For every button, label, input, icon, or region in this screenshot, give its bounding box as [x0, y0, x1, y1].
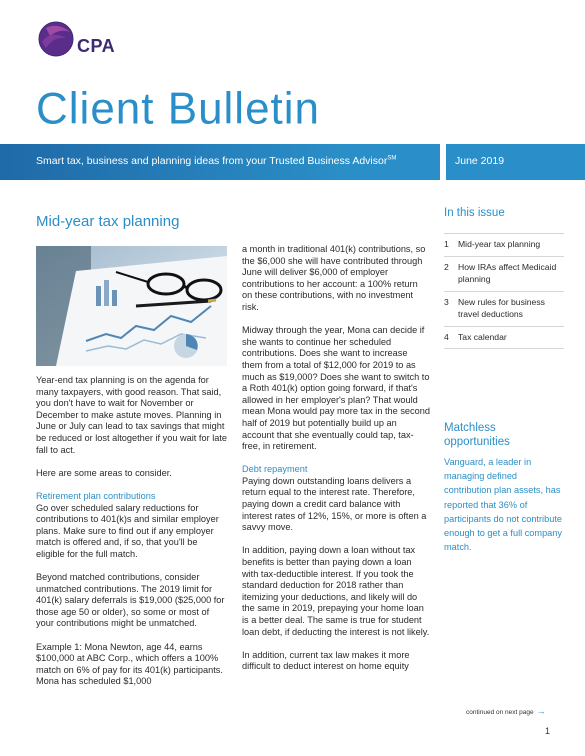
- paragraph: Paying down outstanding loans delivers a return equal to the interest rate. Therefore, paying down a credit card balance with interest rates of 12%, 15%, or more is often a savvy move.: [242, 475, 427, 533]
- feature-heading: Matchless opportunities: [444, 422, 510, 448]
- toc-item[interactable]: [444, 327, 564, 350]
- banner-divider: [440, 144, 446, 180]
- toc-item[interactable]: [444, 257, 564, 292]
- toc-item[interactable]: [444, 234, 564, 257]
- article-photo: [36, 246, 227, 366]
- continued-text: continued on next page: [466, 709, 534, 716]
- toc-number: 2: [444, 261, 449, 272]
- article-column-1: [36, 375, 228, 700]
- tagline-text: Smart tax, business and planning ideas from your Trusted Business Advisor: [36, 155, 388, 167]
- article-column-2: [242, 244, 430, 685]
- logo-text: CPA: [77, 36, 116, 56]
- sidebar-in-this-issue: [444, 207, 564, 349]
- paragraph: Beyond matched contributions, consider unmatched contributions. The 2019 limit for 401(k) salary deferrals is $19,000 ($25,000 for those age 50 or older), so some or most of your contributions might be unmatched.: [36, 572, 225, 629]
- toc-number: 4: [444, 331, 449, 342]
- toc-label: New rules for business travel deductions: [458, 296, 545, 319]
- page-number: 1: [545, 726, 551, 736]
- cpa-logo-mark-icon: [36, 18, 76, 58]
- financial-documents-with-glasses-photo: [36, 246, 227, 366]
- banner-tagline: [36, 155, 396, 167]
- article-title: Mid-year tax planning: [36, 213, 180, 230]
- masthead-title: Client Bulletin: [36, 83, 321, 134]
- table-of-contents: [444, 233, 564, 349]
- subheading-debt: Debt repayment: [242, 464, 308, 475]
- toc-number: 1: [444, 239, 449, 249]
- sidebar-heading: In this issue: [444, 207, 505, 219]
- toc-label: Tax calendar: [458, 331, 507, 342]
- paragraph: In addition, paying down a loan without tax benefits is better than paying down a loan with tax-deductible interest. If you took the standard deduction for 2018 rather than itemizing your deductions, and likely will do the same in 2019, prepaying your home loan is a better deal. The same is true for student loan debt, if deducting the interest is not likely.: [242, 545, 430, 637]
- toc-label: How IRAs affect Medicaid planning: [458, 261, 557, 284]
- toc-item[interactable]: [444, 292, 564, 327]
- feature-body: Vanguard, a leader in managing defined contribution plan assets, has reported that 36% of participants do not contribute enough to get a full company match.: [444, 457, 562, 553]
- cpa-logo: [36, 18, 156, 62]
- service-mark: SM: [387, 155, 397, 162]
- toc-number: 3: [444, 296, 449, 307]
- paragraph: Here are some areas to consider.: [36, 467, 172, 478]
- paragraph: Example 1: Mona Newton, age 44, earns $100,000 at ABC Corp., which offers a 100% match on 6% of pay for its 401(k) participants. Mona has scheduled $1,000: [36, 641, 223, 687]
- subheading-retirement: Retirement plan contributions: [36, 490, 156, 501]
- continued-note[interactable]: [466, 706, 546, 716]
- paragraph: Year-end tax planning is on the agenda for many taxpayers, with good reason. That said, you don't have to wait for November or December to make astute moves. Planning in June or July can lead to tax savings that might be reduced or lost altogether if you wait for late fall to act.: [36, 375, 228, 455]
- paragraph: In addition, current tax law makes it more difficult to deduct interest on home equity: [242, 649, 410, 672]
- arrow-right-icon: →: [536, 706, 546, 716]
- toc-label: Mid-year tax planning: [458, 239, 541, 249]
- paragraph: Midway through the year, Mona can decide if she wants to continue her scheduled contributions. Does she want to increase them from a total of $12,000 for 2019 to as much as $19,000? Does she want to switch to a Roth 401(k) option going forward, if that's allowed in her employer's plan? That would mean Mona would pay more tax in the second half of 2019 but potentially build up an account that she eventually could tap, tax-free, in retirement.: [242, 325, 430, 452]
- issue-date: June 2019: [455, 155, 505, 167]
- paragraph: Go over scheduled salary reductions for contributions to 401(k)s and similar employer plans. Make sure to find out if any employer match is offered and, if so, that you'll be eligible for the full match.: [36, 502, 219, 559]
- paragraph: a month in traditional 401(k) contributions, so the $6,000 she will have contributed through June will deliver $6,000 of employer contributions to her account: a 100% return on these contributions, with no investment risk.: [242, 244, 426, 312]
